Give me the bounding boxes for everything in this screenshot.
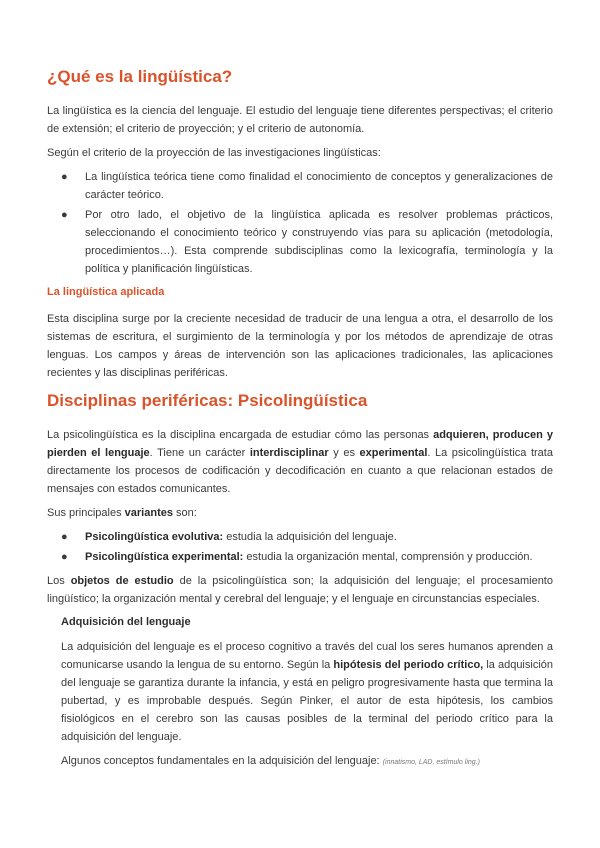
paragraph: Los objetos de estudio de la psicolingüística son; la adquisición del lenguaje; el procesamiento lingüístico; la organización mental y cerebral del lenguaje; y el lenguaje en circunstancias especiales. <box>47 575 553 605</box>
list-item: ● Psicolingüística evolutiva: estudia la adquisición del lenguaje. <box>85 528 553 546</box>
bullet-icon: ● <box>61 531 68 543</box>
paragraph: La lingüística es la ciencia del lenguaje. El estudio del lenguaje tiene diferentes perspectivas; el criterio de extensión; el criterio de proyección; y el criterio de autonomía. <box>47 105 553 135</box>
paragraph: Algunos conceptos fundamentales en la adquisición del lenguaje: (innatismo, LAD, estímulo ling.) <box>61 755 480 767</box>
bullet-list <box>47 168 553 278</box>
paragraph: Esta disciplina surge por la creciente necesidad de traducir de una lengua a otra, el desarrollo de los sistemas de escritura, el surgimiento de la terminología y por los métodos de aprendizaje de otras lenguas. Los campos y áreas de intervención son las aplicaciones tradicionales, las aplicaciones recientes y las disciplinas periféricas. <box>47 313 553 379</box>
variants-list <box>47 528 553 566</box>
list-item: ● Psicolingüística experimental: estudia la organización mental, comprensión y producción. <box>85 548 553 566</box>
paragraph: La adquisición del lenguaje es el proceso cognitivo a través del cual los seres humanos aprenden a comunicarse usando la lengua de su entorno. Según la hipótesis del periodo crítico, la adquisición del lenguaje se garantiza durante la infancia, y está en peligro progresivamente hasta que termina la pubertad, y es improbable después. Según Pinker, el autor de esta hipótesis, los cambios fisiológicos en el cerebro son las causas posibles de la terminal del periodo crítico para la adquisición del lenguaje. <box>61 641 554 743</box>
bullet-icon: ● <box>61 551 68 563</box>
section-title-psicolinguistica: Disciplinas periféricas: Psicolingüística <box>47 391 368 410</box>
bullet-icon: ● <box>61 209 68 221</box>
list-item: ● Por otro lado, el objetivo de la lingüística aplicada es resolver problemas prácticos, seleccionando el conocimiento teórico y construyendo vías para su aplicación (metodología, procedimientos…). Esta comprende subdisciplinas como la lexicografía, terminología y la política y planificación lingüísticas. <box>85 206 553 278</box>
subtitle-adquisicion: Adquisición del lenguaje <box>61 616 191 628</box>
paragraph: La psicolingüística es la disciplina encargada de estudiar cómo las personas adquieren, producen y pierden el lenguaje. Tiene un carácter interdisciplinar y es experimental. La psicolingüística trata directamente los procesos de codificación y decodificación en cuanto a que relacionan estados de mensajes con estados comunicantes. <box>47 429 553 495</box>
paragraph: Sus principales variantes son: <box>47 507 197 519</box>
handwritten-note: (innatismo, LAD, estímulo ling.) <box>382 759 480 766</box>
bullet-icon: ● <box>61 171 68 183</box>
paragraph: Según el criterio de la proyección de las investigaciones lingüísticas: <box>47 147 381 159</box>
subtitle-linguistica-aplicada: La lingüística aplicada <box>47 286 165 298</box>
section-title-linguistica: ¿Qué es la lingüística? <box>47 67 233 86</box>
subsection-adquisicion <box>47 614 553 772</box>
list-item: ● La lingüística teórica tiene como finalidad el conocimiento de conceptos y generalizaciones de carácter teórico. <box>85 168 553 204</box>
